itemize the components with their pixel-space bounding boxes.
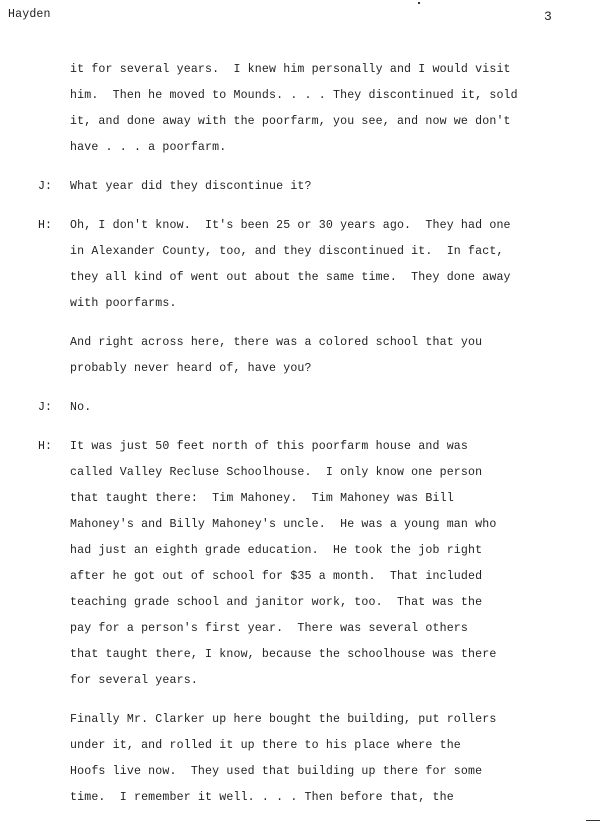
- transcript-line: it for several years. I knew him personally and I would visit: [70, 63, 511, 76]
- transcript-line: it, and done away with the poorfarm, you see, and now we don't: [70, 115, 511, 128]
- transcript-line: they all kind of went out about the same time. They done away: [70, 271, 511, 284]
- transcript-line: that taught there, I know, because the schoolhouse was there: [70, 648, 497, 661]
- speaker-label: H:: [38, 219, 52, 232]
- transcript-line: after he got out of school for $35 a month. That included: [70, 570, 483, 583]
- transcript-line: under it, and rolled it up there to his place where the: [70, 739, 461, 752]
- speaker-label: J:: [38, 180, 52, 193]
- transcript-line: probably never heard of, have you?: [70, 362, 312, 375]
- transcript-line: time. I remember it well. . . . Then before that, the: [70, 791, 454, 804]
- transcript-line: teaching grade school and janitor work, too. That was the: [70, 596, 483, 609]
- speaker-label: H:: [38, 440, 52, 453]
- transcript-line: in Alexander County, too, and they discontinued it. In fact,: [70, 245, 504, 258]
- transcript-line: What year did they discontinue it?: [70, 180, 312, 193]
- transcript-line: Hoofs live now. They used that building up there for some: [70, 765, 483, 778]
- transcript-line: that taught there: Tim Mahoney. Tim Mahoney was Bill: [70, 492, 454, 505]
- transcript-line: Mahoney's and Billy Mahoney's uncle. He was a young man who: [70, 518, 497, 531]
- scan-mark: [586, 820, 600, 821]
- transcript-line: had just an eighth grade education. He took the job right: [70, 544, 483, 557]
- transcript-line: It was just 50 feet north of this poorfarm house and was: [70, 440, 469, 453]
- transcript-line: No.: [70, 401, 92, 414]
- transcript-line: Finally Mr. Clarker up here bought the building, put rollers: [70, 713, 497, 726]
- transcript-line: have . . . a poorfarm.: [70, 141, 227, 154]
- transcript-line: him. Then he moved to Mounds. . . . They discontinued it, sold: [70, 89, 518, 102]
- transcript-line: for several years.: [70, 674, 198, 687]
- header-name: Hayden: [8, 8, 51, 21]
- scan-mark: [418, 2, 420, 4]
- transcript-line: And right across here, there was a colored school that you: [70, 336, 483, 349]
- page-number: 3: [544, 9, 552, 24]
- transcript-line: Oh, I don't know. It's been 25 or 30 years ago. They had one: [70, 219, 511, 232]
- transcript-line: with poorfarms.: [70, 297, 177, 310]
- speaker-label: J:: [38, 401, 52, 414]
- transcript-line: called Valley Recluse Schoolhouse. I only know one person: [70, 466, 483, 479]
- transcript-line: pay for a person's first year. There was several others: [70, 622, 469, 635]
